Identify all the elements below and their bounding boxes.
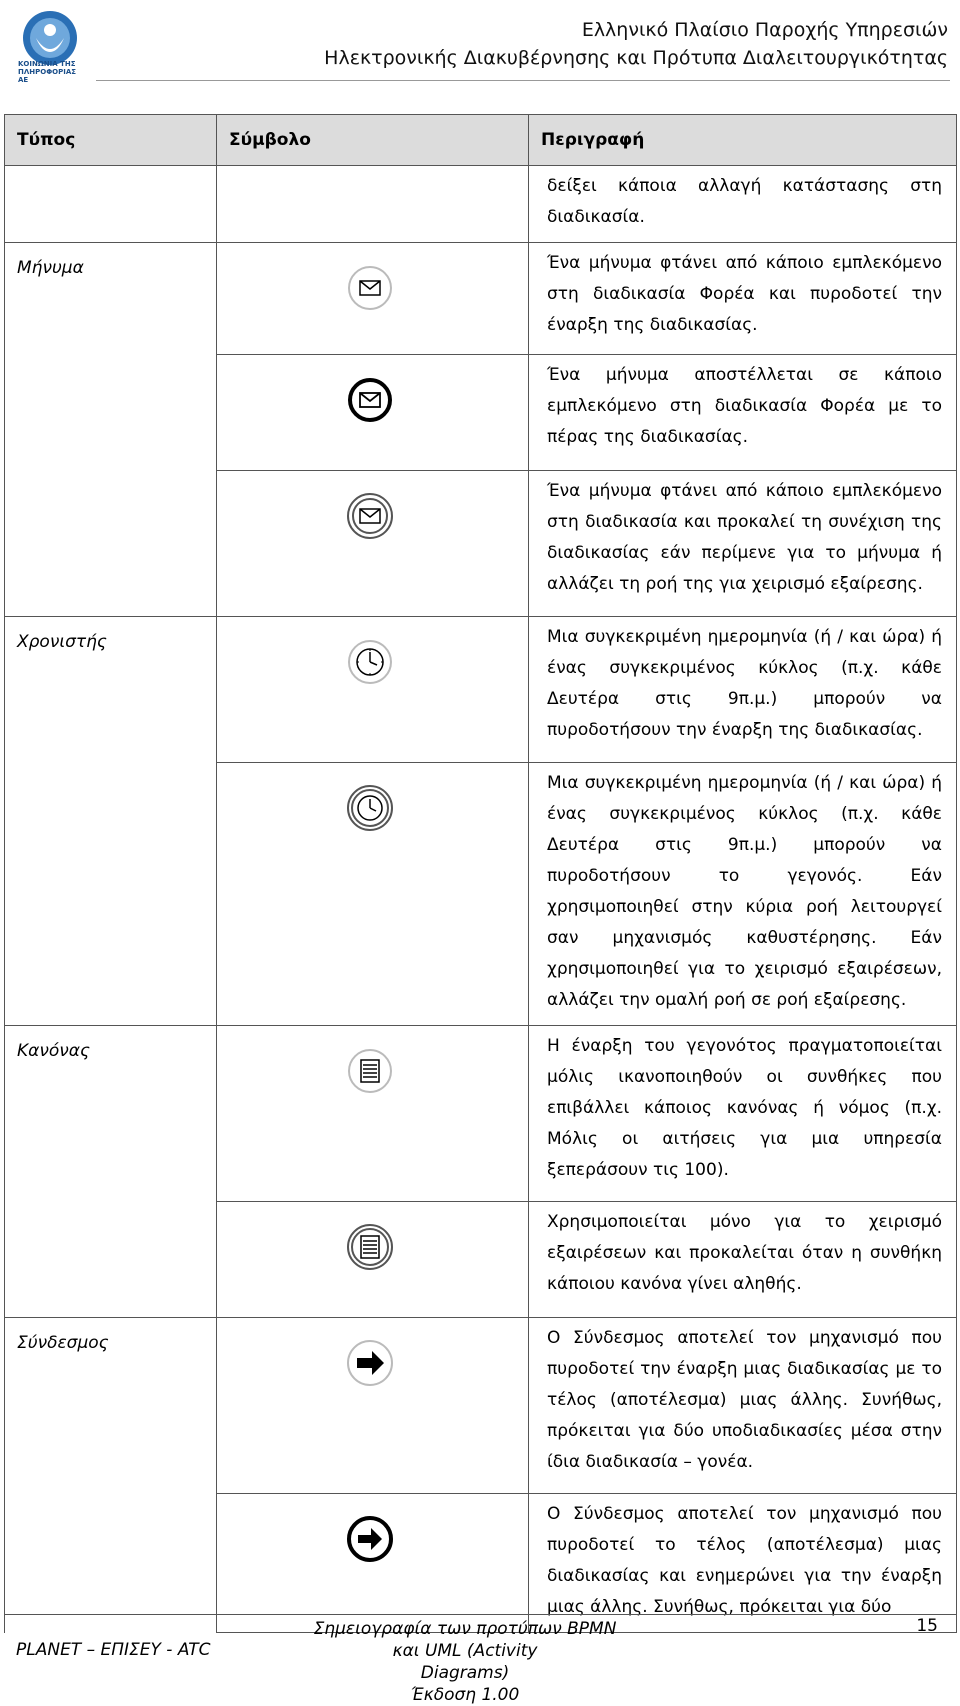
rule-start-icon (345, 1046, 395, 1096)
table-row (5, 471, 957, 617)
link-end-icon (345, 1514, 395, 1564)
table-row (5, 763, 957, 1026)
footer-version: Έκδοση 1.00 (410, 1685, 520, 1705)
table-row (5, 1026, 957, 1202)
column-header-type: Τύπος (5, 115, 217, 166)
timer-intermediate-icon (345, 783, 395, 833)
message-end-icon (345, 375, 395, 425)
message-start-icon (345, 263, 395, 313)
footer-left: PLANET – ΕΠΙΣΕΥ - ATC (16, 1640, 211, 1660)
document-header (324, 16, 948, 72)
type-cell (5, 355, 217, 471)
type-cell (5, 166, 217, 243)
link-start-icon (345, 1338, 395, 1388)
type-cell: Χρονιστής (5, 617, 217, 763)
type-cell (5, 763, 217, 1026)
table-row (5, 355, 957, 471)
type-cell (5, 1494, 217, 1633)
symbol-cell (217, 1026, 529, 1202)
footer-title (300, 1618, 630, 1706)
description-cell: Μια συγκεκριμένη ημερομηνία (ή / και ώρα) ή ένας συγκεκριμένος κύκλος (π.χ. κάθε Δευτέρα στις 9π.μ.) μπορούν να πυροδοτήσουν την έναρξη της διαδικασίας. (529, 617, 957, 763)
type-cell (5, 1202, 217, 1318)
table-row (5, 1318, 957, 1494)
table-row (5, 243, 957, 355)
table-row (5, 1202, 957, 1318)
description-cell: Ένα μήνυμα φτάνει από κάποιο εμπλεκόμενο στη διαδικασία Φορέα και πυροδοτεί την έναρξη της διαδικασίας. (529, 243, 957, 355)
description-cell: Η έναρξη του γεγονότος πραγματοποιείται μόλις ικανοποιηθούν οι συνθήκες που επιβάλλει κάποιος κανόνας ή νόμος (π.χ. Μόλις οι αιτήσεις για μια υπηρεσία ξεπεράσουν τις 100). (529, 1026, 957, 1202)
bpmn-events-table (4, 114, 957, 1633)
column-header-symbol: Σύμβολο (217, 115, 529, 166)
timer-start-icon (345, 637, 395, 687)
symbol-cell (217, 1494, 529, 1633)
column-header-description: Περιγραφή (529, 115, 957, 166)
footer-title-line-2: Diagrams) (420, 1663, 510, 1683)
table-header-row (5, 115, 957, 166)
type-cell: Κανόνας (5, 1026, 217, 1202)
type-cell (5, 471, 217, 617)
symbol-cell (217, 355, 529, 471)
description-cell: Χρησιμοποιείται μόνο για το χειρισμό εξαιρέσεων και προκαλείται όταν η συνθήκη κάποιου κανόνα γίνει αληθής. (529, 1202, 957, 1318)
table-row-continuation (5, 166, 957, 243)
description-cell: Ένα μήνυμα φτάνει από κάποιο εμπλεκόμενο στη διαδικασία και προκαλεί τη συνέχιση της διαδικασίας εάν περίμενε για το μήνυμα ή αλλάζει τη ροή της για χειρισμό εξαίρεσης. (529, 471, 957, 617)
table-row (5, 617, 957, 763)
description-cell: Ένα μήνυμα αποστέλλεται σε κάποιο εμπλεκόμενο στη διαδικασία Φορέα με το πέρας της διαδικασίας. (529, 355, 957, 471)
description-cell: Ο Σύνδεσμος αποτελεί τον μηχανισμό που πυροδοτεί το τέλος (αποτέλεσμα) μιας διαδικασίας και ενημερώνει για την έναρξη μιας άλλης. Συνήθως, πρόκειται για δύο (529, 1494, 957, 1633)
symbol-cell (217, 763, 529, 1026)
page-number: 15 (916, 1616, 938, 1636)
footer-rule (4, 1614, 956, 1615)
description-cell: Μια συγκεκριμένη ημερομηνία (ή / και ώρα) ή ένας συγκεκριμένος κύκλος (π.χ. κάθε Δευτέρα στις 9π.μ.) μπορούν να πυροδοτήσουν το γεγονός. Εάν χρησιμοποιηθεί στην κύρια ροή λειτουργεί σαν μηχανισμός καθυστέρησης. Εάν χρησιμοποιηθεί για το χειρισμό εξαιρέσεων, αλλάζει την ομαλή ροή σε ροή εξαίρεσης. (529, 763, 957, 1026)
description-cell: Ο Σύνδεσμος αποτελεί τον μηχανισμό που πυροδοτεί την έναρξη μιας διαδικασίας με το τέλος (αποτέλεσμα) μιας άλλης. Συνήθως, πρόκειται για δύο υποδιαδικασίες μέσα στην ίδια διαδικασία – γονέα. (529, 1318, 957, 1494)
description-cell: δείξει κάποια αλλαγή κατάστασης στη διαδικασία. (529, 166, 957, 243)
rule-intermediate-icon (345, 1222, 395, 1272)
logo-text: ΚΟΙΝΩΝΙΑ ΤΗΣ ΠΛΗΡΟΦΟΡΙΑΣ ΑΕ (18, 60, 77, 84)
symbol-cell (217, 166, 529, 243)
footer-title-line-1: Σημειογραφία των προτύπων BPMN και UML (Activity (313, 1619, 617, 1661)
header-line-1: Ελληνικό Πλαίσιο Παροχής Υπηρεσιών (581, 19, 948, 41)
symbol-cell (217, 1202, 529, 1318)
symbol-cell (217, 617, 529, 763)
type-cell: Μήνυμα (5, 243, 217, 355)
table-row (5, 1494, 957, 1633)
symbol-cell (217, 1318, 529, 1494)
header-line-2: Ηλεκτρονικής Διακυβέρνησης και Πρότυπα Διαλειτουργικότητας (324, 47, 948, 69)
symbol-cell (217, 471, 529, 617)
header-rule (96, 80, 950, 81)
message-intermediate-icon (345, 491, 395, 541)
type-cell: Σύνδεσμος (5, 1318, 217, 1494)
symbol-cell (217, 243, 529, 355)
